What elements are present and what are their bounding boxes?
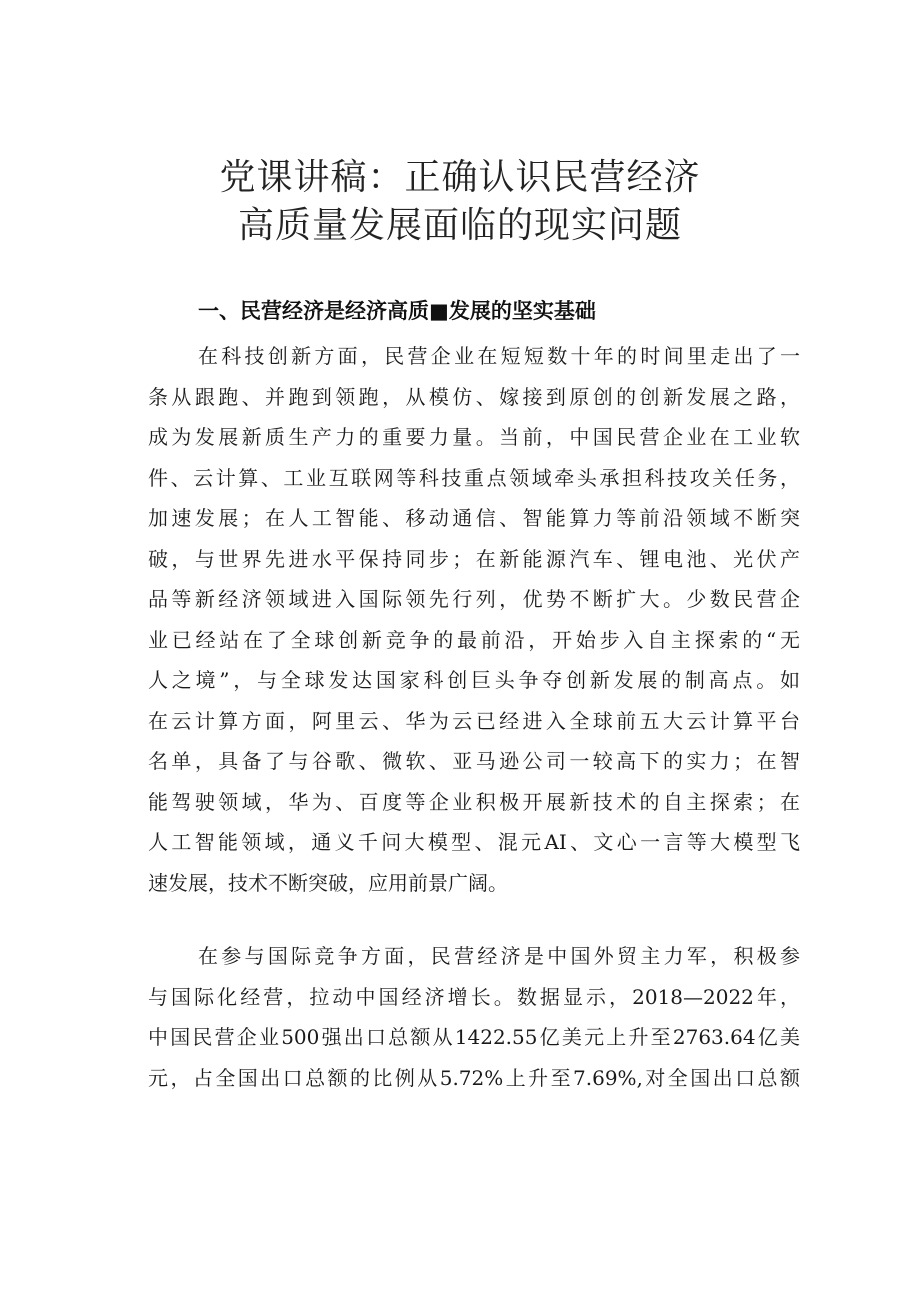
paragraph-line: 能驾驶领域，华为、百度等企业积极开展新技术的自主探索；在 bbox=[148, 789, 800, 814]
title-line-1: 党课讲稿：正确认识民营经济 bbox=[219, 157, 701, 198]
paragraph-line: 件、云计算、工业互联网等科技重点领域牵头承担科技攻关任务， bbox=[148, 465, 800, 490]
paragraph-line: 加速发展；在人工智能、移动通信、智能算力等前沿领域不断突 bbox=[148, 506, 800, 530]
paragraph-line: 与国际化经营，拉动中国经济增长。数据显示，2018—2022年， bbox=[148, 984, 800, 1009]
paragraph-international-competition bbox=[148, 936, 800, 1098]
paragraph-line: 元，占全国出口总额的比例从5.72%上升至7.69%,对全国出口总额 bbox=[148, 1065, 800, 1090]
paragraph-line: 名单，具备了与谷歌、微软、亚马逊公司一较高下的实力；在智 bbox=[148, 749, 800, 773]
paragraph-line: 条从跟跑、并跑到领跑，从模仿、嫁接到原创的创新发展之路， bbox=[148, 384, 800, 409]
paragraph-line: 品等新经济领域进入国际领先行列，优势不断扩大。少数民营企 bbox=[148, 587, 800, 611]
paragraph-line: 速发展，技术不断突破，应用前景广阔。 bbox=[148, 870, 508, 895]
paragraph-line: 中国民营企业500强出口总额从1422.55亿美元上升至2763.64亿美 bbox=[148, 1025, 800, 1049]
section-heading: 一、民营经济是经济高质■发展的坚实基础 bbox=[198, 299, 596, 323]
paragraph-tech-innovation bbox=[148, 336, 800, 903]
paragraph-line: 成为发展新质生产力的重要力量。当前，中国民营企业在工业软 bbox=[148, 425, 800, 449]
paragraph-line: 在科技创新方面，民营企业在短短数十年的时间里走出了一 bbox=[198, 344, 800, 368]
paragraph-line: 在参与国际竞争方面，民营经济是中国外贸主力军，积极参 bbox=[198, 944, 800, 968]
title-line-2: 高质量发展面临的现实问题 bbox=[237, 205, 682, 246]
document-title bbox=[140, 154, 780, 250]
paragraph-line: 在云计算方面，阿里云、华为云已经进入全球前五大云计算平台 bbox=[148, 708, 800, 733]
paragraph-line: 破，与世界先进水平保持同步；在新能源汽车、锂电池、光伏产 bbox=[148, 546, 800, 571]
paragraph-line: 人之境”，与全球发达国家科创巨头争夺创新发展的制高点。如 bbox=[148, 668, 800, 692]
paragraph-line: 人工智能领域，通义千问大模型、混元AI、文心一言等大模型飞 bbox=[148, 830, 800, 854]
paragraph-line: 业已经站在了全球创新竞争的最前沿，开始步入自主探索的“无 bbox=[148, 627, 800, 652]
